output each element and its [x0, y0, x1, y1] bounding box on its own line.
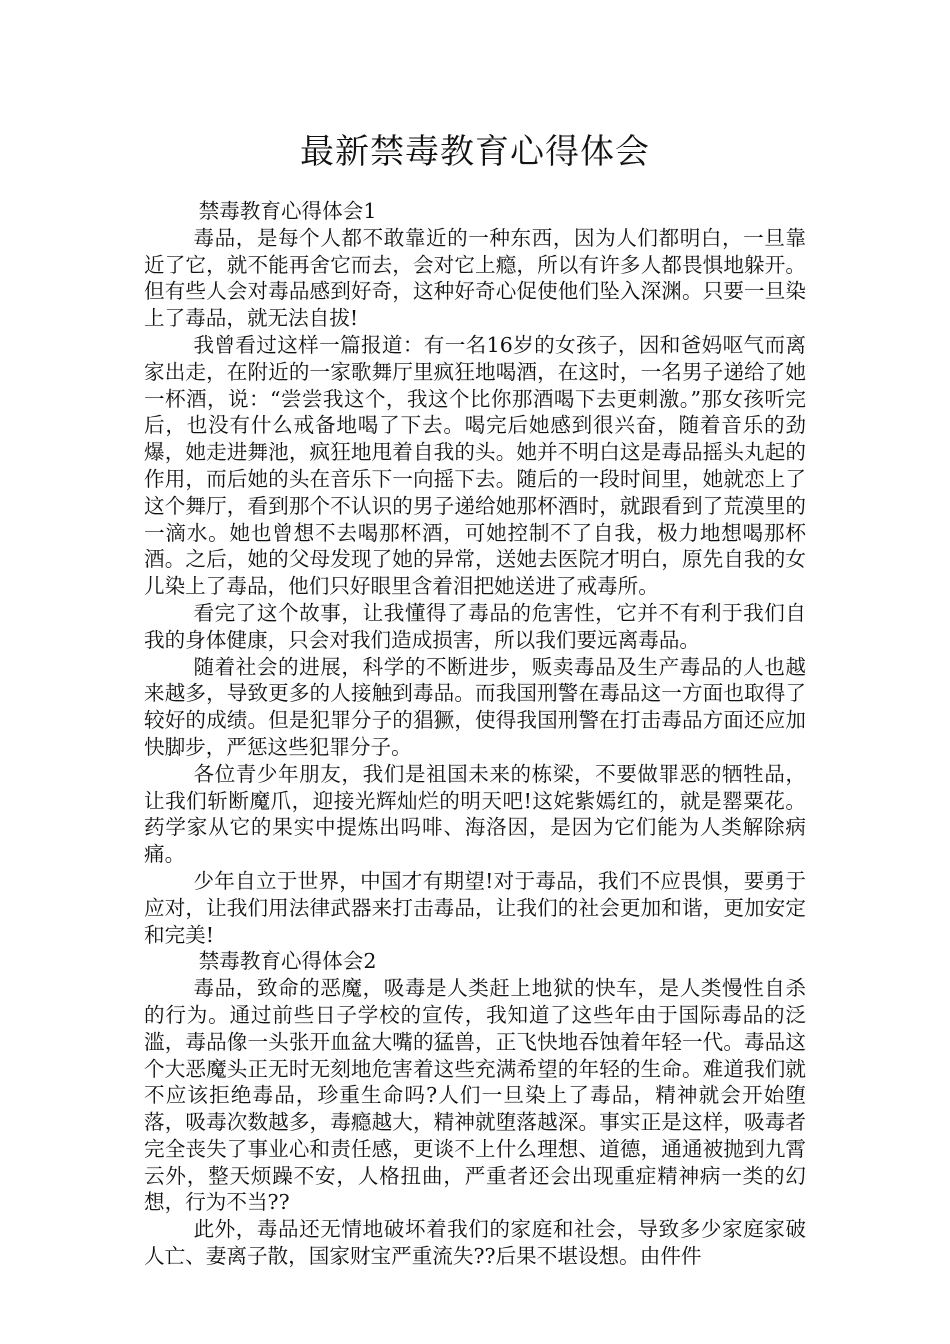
page-title: 最新禁毒教育心得体会	[300, 132, 650, 172]
section-heading: 禁毒教育心得体会2	[198, 949, 377, 974]
paragraph: 随着社会的进展，科学的不断进步，贩卖毒品及生产毒品的人也越来越多，导致更多的人接触到毒品。而我国刑警在毒品这一方面也取得了较好的成绩。但是犯罪分子的猖獗，使得我国刑警在打击毒品方面还应加快脚步，严惩这些犯罪分子。	[144, 654, 806, 759]
paragraph: 各位青少年朋友，我们是祖国未来的栋梁，不要做罪恶的牺牲品，让我们斩断魔爪，迎接光辉灿烂的明天吧!这姹紫嫣红的，就是罂粟花。药学家从它的果实中提炼出吗啡、海洛因，是因为它们能为人类解除病痛。	[144, 761, 806, 867]
paragraph: 毒品，致命的恶魔，吸毒是人类赶上地狱的快车，是人类慢性自杀的行为。通过前些日子学校的宣传，我知道了这些年由于国际毒品的泛滥，毒品像一头张开血盆大嘴的猛兽，正飞快地吞蚀着年轻一代。毒品这个大恶魔头正无时无刻地危害着这些充满希望的年轻的生命。难道我们就不应该拒绝毒品，珍重生命吗?人们一旦染上了毒品，精神就会开始堕落，吸毒次数越多，毒瘾越大，精神就堕落越深。事实正是这样，吸毒者完全丧失了事业心和责任感，更谈不上什么理想、道德，通通被抛到九霄云外，整天烦躁不安，人格扭曲，严重者还会出现重症精神病一类的幻想，行为不当??	[144, 976, 806, 1215]
paragraph: 毒品，是每个人都不敢靠近的一种东西，因为人们都明白，一旦靠近了它，就不能再舍它而去，会对它上瘾，所以有许多人都畏惧地躲开。但有些人会对毒品感到好奇，这种好奇心促使他们坠入深渊。只要一旦染上了毒品，就无法自拔!	[144, 225, 806, 331]
document-body	[144, 198, 806, 1270]
section-heading: 禁毒教育心得体会1	[198, 199, 377, 223]
paragraph: 我曾看过这样一篇报道：有一名16岁的女孩子，因和爸妈呕气而离家出走，在附近的一家歌舞厅里疯狂地喝酒，在这时，一名男子递给了她一杯酒，说：“尝尝我这个，我这个比你那酒喝下去更刺激。”那女孩听完后，也没有什么戒备地喝了下去。喝完后她感到很兴奋，随着音乐的劲爆，她走进舞池，疯狂地甩着自我的头。她并不明白这是毒品摇头丸起的作用，而后她的头在音乐下一向摇下去。随后的一段时间里，她就恋上了这个舞厅，看到那个不认识的男子递给她那杯酒时，就跟看到了荒漠里的一滴水。她也曾想不去喝那杯酒，可她控制不了自我，极力地想喝那杯酒。之后，她的父母发现了她的异常，送她去医院才明白，原先自我的女儿染上了毒品，他们只好眼里含着泪把她送进了戒毒所。	[144, 332, 806, 599]
paragraph: 此外，毒品还无情地破坏着我们的家庭和社会，导致多少家庭家破人亡、妻离子散，国家财宝严重流失??后果不堪设想。由件件	[144, 1217, 806, 1269]
paragraph: 看完了这个故事，让我懂得了毒品的危害性，它并不有利于我们自我的身体健康，只会对我们造成损害，所以我们要远离毒品。	[144, 600, 806, 652]
paragraph: 少年自立于世界，中国才有期望!对于毒品，我们不应畏惧，要勇于应对，让我们用法律武器来打击毒品，让我们的社会更加和谐，更加安定和完美!	[144, 868, 806, 947]
